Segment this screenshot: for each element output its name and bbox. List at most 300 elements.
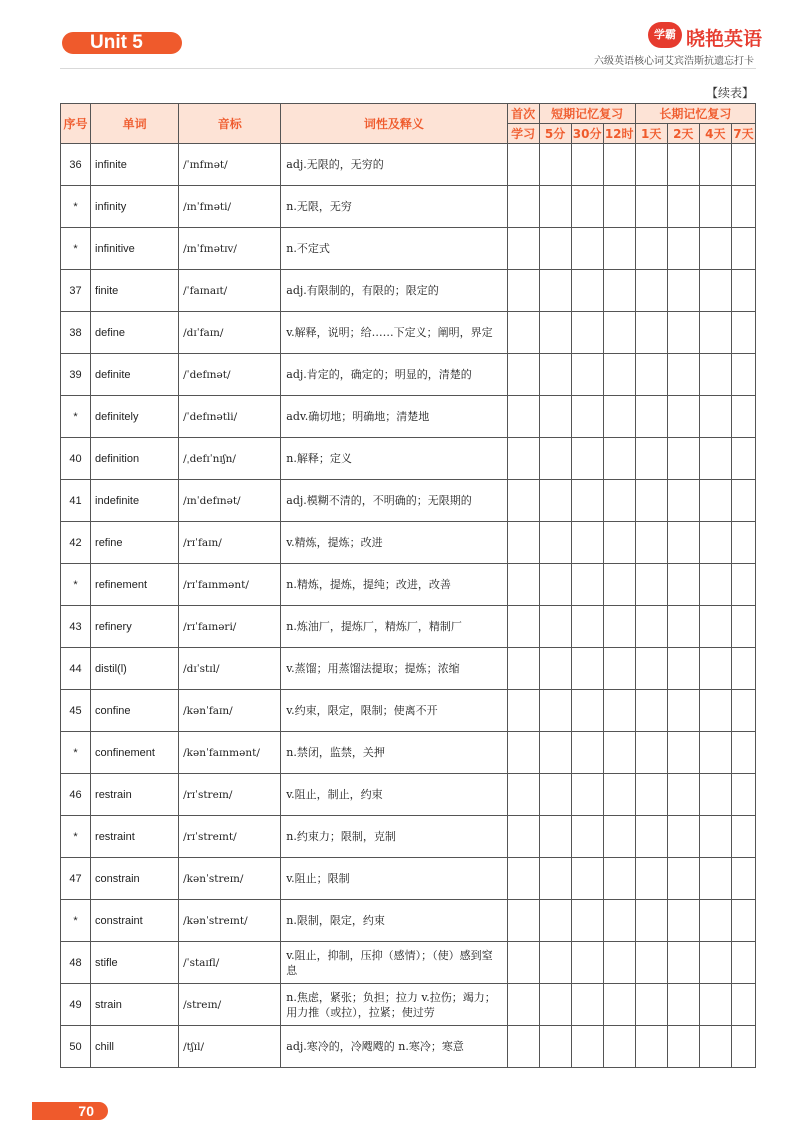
table-row	[61, 522, 756, 564]
review-checkbox-cell[interactable]	[667, 354, 699, 396]
header-interval: 7天	[731, 124, 755, 144]
row-number: 45	[61, 690, 91, 732]
review-checkbox-cell[interactable]	[699, 1026, 731, 1068]
review-checkbox-cell[interactable]	[507, 606, 539, 648]
table-row	[61, 648, 756, 690]
word-cell: refine	[91, 522, 179, 564]
row-number: 38	[61, 312, 91, 354]
row-number: *	[61, 186, 91, 228]
review-checkbox-cell[interactable]	[539, 438, 571, 480]
meaning-cell: v.阻止，制止，约束	[281, 774, 507, 816]
review-checkbox-cell[interactable]	[731, 984, 755, 1026]
phonetic-cell: /kənˈstreɪnt/	[179, 900, 281, 942]
meaning-cell: v.约束，限定，限制；使离不开	[281, 690, 507, 732]
page-number: 70	[32, 1102, 108, 1120]
header-interval: 12时	[603, 124, 635, 144]
phonetic-cell: /kənˈfaɪn/	[179, 690, 281, 732]
review-checkbox-cell[interactable]	[603, 480, 635, 522]
review-checkbox-cell[interactable]	[731, 354, 755, 396]
table-row	[61, 900, 756, 942]
review-checkbox-cell[interactable]	[731, 816, 755, 858]
review-checkbox-cell[interactable]	[539, 984, 571, 1026]
word-cell: distil(l)	[91, 648, 179, 690]
header-long-term: 长期记忆复习	[635, 104, 755, 124]
review-checkbox-cell[interactable]	[571, 816, 603, 858]
phonetic-cell: /dɪˈfaɪn/	[179, 312, 281, 354]
review-checkbox-cell[interactable]	[667, 312, 699, 354]
review-checkbox-cell[interactable]	[667, 774, 699, 816]
header-interval: 4天	[699, 124, 731, 144]
review-checkbox-cell[interactable]	[635, 984, 667, 1026]
table-row	[61, 228, 756, 270]
review-checkbox-cell[interactable]	[507, 816, 539, 858]
meaning-cell: adj.无限的，无穷的	[281, 144, 507, 186]
review-checkbox-cell[interactable]	[731, 648, 755, 690]
review-checkbox-cell[interactable]	[731, 774, 755, 816]
review-checkbox-cell[interactable]	[635, 186, 667, 228]
review-checkbox-cell[interactable]	[603, 942, 635, 984]
review-checkbox-cell[interactable]	[507, 438, 539, 480]
table-row	[61, 354, 756, 396]
review-checkbox-cell[interactable]	[507, 984, 539, 1026]
review-checkbox-cell[interactable]	[667, 606, 699, 648]
meaning-cell: adj.有限制的，有限的；限定的	[281, 270, 507, 312]
review-checkbox-cell[interactable]	[507, 144, 539, 186]
review-checkbox-cell[interactable]	[603, 144, 635, 186]
row-number: 39	[61, 354, 91, 396]
review-checkbox-cell[interactable]	[667, 900, 699, 942]
review-checkbox-cell[interactable]	[699, 270, 731, 312]
row-number: *	[61, 564, 91, 606]
meaning-cell: v.阻止，抑制，压抑（感情）；（使）感到窒息	[281, 942, 507, 984]
phonetic-cell: /ˈfaɪnaɪt/	[179, 270, 281, 312]
meaning-cell: n.炼油厂，提炼厂，精炼厂，精制厂	[281, 606, 507, 648]
review-checkbox-cell[interactable]	[699, 900, 731, 942]
header-first: 首次	[507, 104, 539, 124]
review-checkbox-cell[interactable]	[731, 564, 755, 606]
phonetic-cell: /ɪnˈdefɪnət/	[179, 480, 281, 522]
table-row	[61, 396, 756, 438]
table-row	[61, 690, 756, 732]
review-checkbox-cell[interactable]	[603, 648, 635, 690]
review-checkbox-cell[interactable]	[699, 984, 731, 1026]
review-checkbox-cell[interactable]	[699, 816, 731, 858]
review-checkbox-cell[interactable]	[571, 900, 603, 942]
review-checkbox-cell[interactable]	[539, 312, 571, 354]
meaning-cell: n.无限，无穷	[281, 186, 507, 228]
review-checkbox-cell[interactable]	[731, 396, 755, 438]
review-checkbox-cell[interactable]	[667, 228, 699, 270]
phonetic-cell: /rɪˈfaɪn/	[179, 522, 281, 564]
word-cell: definitely	[91, 396, 179, 438]
row-number: 49	[61, 984, 91, 1026]
review-checkbox-cell[interactable]	[731, 690, 755, 732]
review-checkbox-cell[interactable]	[667, 522, 699, 564]
row-number: *	[61, 732, 91, 774]
review-checkbox-cell[interactable]	[603, 858, 635, 900]
review-checkbox-cell[interactable]	[699, 648, 731, 690]
review-checkbox-cell[interactable]	[731, 1026, 755, 1068]
table-row	[61, 564, 756, 606]
word-cell: indefinite	[91, 480, 179, 522]
review-checkbox-cell[interactable]	[507, 354, 539, 396]
phonetic-cell: /ˌdefɪˈnɪʃn/	[179, 438, 281, 480]
review-checkbox-cell[interactable]	[507, 1026, 539, 1068]
meaning-cell: adj.肯定的，确定的；明显的，清楚的	[281, 354, 507, 396]
review-checkbox-cell[interactable]	[603, 312, 635, 354]
review-checkbox-cell[interactable]	[571, 690, 603, 732]
review-checkbox-cell[interactable]	[635, 648, 667, 690]
review-checkbox-cell[interactable]	[731, 522, 755, 564]
meaning-cell: adj.寒冷的，冷飕飕的 n.寒冷；寒意	[281, 1026, 507, 1068]
review-checkbox-cell[interactable]	[539, 900, 571, 942]
review-checkbox-cell[interactable]	[731, 732, 755, 774]
review-checkbox-cell[interactable]	[571, 270, 603, 312]
word-cell: infinity	[91, 186, 179, 228]
book-subtitle: 六级英语核心词艾宾浩斯抗遗忘打卡	[594, 56, 754, 67]
review-checkbox-cell[interactable]	[539, 270, 571, 312]
table-row	[61, 1026, 756, 1068]
review-checkbox-cell[interactable]	[667, 1026, 699, 1068]
review-checkbox-cell[interactable]	[603, 564, 635, 606]
review-checkbox-cell[interactable]	[507, 270, 539, 312]
review-checkbox-cell[interactable]	[539, 228, 571, 270]
review-checkbox-cell[interactable]	[635, 312, 667, 354]
row-number: 47	[61, 858, 91, 900]
review-checkbox-cell[interactable]	[667, 984, 699, 1026]
word-cell: constraint	[91, 900, 179, 942]
review-checkbox-cell[interactable]	[571, 942, 603, 984]
review-checkbox-cell[interactable]	[699, 144, 731, 186]
phonetic-cell: /rɪˈfaɪnmənt/	[179, 564, 281, 606]
phonetic-cell: /rɪˈstreɪn/	[179, 774, 281, 816]
review-checkbox-cell[interactable]	[571, 984, 603, 1026]
header-interval: 1天	[635, 124, 667, 144]
table-row	[61, 438, 756, 480]
review-checkbox-cell[interactable]	[603, 816, 635, 858]
review-checkbox-cell[interactable]	[571, 354, 603, 396]
table-row	[61, 144, 756, 186]
header-interval: 2天	[667, 124, 699, 144]
review-checkbox-cell[interactable]	[731, 858, 755, 900]
review-checkbox-cell[interactable]	[571, 564, 603, 606]
review-checkbox-cell[interactable]	[699, 396, 731, 438]
review-checkbox-cell[interactable]	[635, 270, 667, 312]
review-checkbox-cell[interactable]	[635, 690, 667, 732]
review-checkbox-cell[interactable]	[699, 312, 731, 354]
row-number: *	[61, 228, 91, 270]
header-first-sub: 学习	[507, 124, 539, 144]
row-number: 44	[61, 648, 91, 690]
word-cell: confinement	[91, 732, 179, 774]
review-checkbox-cell[interactable]	[667, 942, 699, 984]
review-checkbox-cell[interactable]	[539, 774, 571, 816]
review-checkbox-cell[interactable]	[731, 438, 755, 480]
table-row	[61, 480, 756, 522]
review-checkbox-cell[interactable]	[539, 480, 571, 522]
table-row	[61, 816, 756, 858]
meaning-cell: n.禁闭，监禁，关押	[281, 732, 507, 774]
review-checkbox-cell[interactable]	[507, 900, 539, 942]
review-checkbox-cell[interactable]	[507, 312, 539, 354]
review-checkbox-cell[interactable]	[571, 144, 603, 186]
review-checkbox-cell[interactable]	[635, 354, 667, 396]
review-checkbox-cell[interactable]	[667, 270, 699, 312]
phonetic-cell: /kənˈfaɪnmənt/	[179, 732, 281, 774]
review-checkbox-cell[interactable]	[539, 1026, 571, 1068]
header-num: 序号	[61, 104, 91, 144]
review-checkbox-cell[interactable]	[507, 564, 539, 606]
review-checkbox-cell[interactable]	[635, 942, 667, 984]
review-checkbox-cell[interactable]	[699, 774, 731, 816]
review-checkbox-cell[interactable]	[699, 522, 731, 564]
review-checkbox-cell[interactable]	[667, 144, 699, 186]
review-checkbox-cell[interactable]	[699, 690, 731, 732]
word-cell: finite	[91, 270, 179, 312]
word-cell: refinery	[91, 606, 179, 648]
review-checkbox-cell[interactable]	[571, 228, 603, 270]
review-checkbox-cell[interactable]	[667, 564, 699, 606]
review-checkbox-cell[interactable]	[571, 522, 603, 564]
review-checkbox-cell[interactable]	[571, 396, 603, 438]
review-checkbox-cell[interactable]	[635, 396, 667, 438]
header-meaning: 词性及释义	[281, 104, 507, 144]
review-checkbox-cell[interactable]	[507, 942, 539, 984]
review-checkbox-cell[interactable]	[699, 942, 731, 984]
header-interval: 30分	[571, 124, 603, 144]
review-checkbox-cell[interactable]	[539, 606, 571, 648]
row-number: 36	[61, 144, 91, 186]
review-checkbox-cell[interactable]	[571, 312, 603, 354]
review-checkbox-cell[interactable]	[603, 606, 635, 648]
review-checkbox-cell[interactable]	[539, 942, 571, 984]
review-checkbox-cell[interactable]	[571, 648, 603, 690]
review-checkbox-cell[interactable]	[603, 396, 635, 438]
review-checkbox-cell[interactable]	[731, 186, 755, 228]
meaning-cell: n.约束力；限制，克制	[281, 816, 507, 858]
review-checkbox-cell[interactable]	[603, 900, 635, 942]
review-checkbox-cell[interactable]	[603, 522, 635, 564]
review-checkbox-cell[interactable]	[571, 774, 603, 816]
word-cell: define	[91, 312, 179, 354]
review-checkbox-cell[interactable]	[699, 186, 731, 228]
review-checkbox-cell[interactable]	[699, 480, 731, 522]
word-cell: infinite	[91, 144, 179, 186]
review-checkbox-cell[interactable]	[731, 270, 755, 312]
phonetic-cell: /streɪn/	[179, 984, 281, 1026]
review-checkbox-cell[interactable]	[507, 228, 539, 270]
row-number: 46	[61, 774, 91, 816]
table-row	[61, 942, 756, 984]
review-checkbox-cell[interactable]	[539, 354, 571, 396]
header-divider	[60, 68, 756, 69]
meaning-cell: v.解释，说明；给……下定义；阐明，界定	[281, 312, 507, 354]
phonetic-cell: /rɪˈstreɪnt/	[179, 816, 281, 858]
review-checkbox-cell[interactable]	[539, 144, 571, 186]
phonetic-cell: /ˈdefɪnət/	[179, 354, 281, 396]
review-checkbox-cell[interactable]	[571, 438, 603, 480]
meaning-cell: n.限制，限定，约束	[281, 900, 507, 942]
review-checkbox-cell[interactable]	[603, 438, 635, 480]
word-cell: restrain	[91, 774, 179, 816]
review-checkbox-cell[interactable]	[603, 774, 635, 816]
review-checkbox-cell[interactable]	[731, 228, 755, 270]
review-checkbox-cell[interactable]	[635, 606, 667, 648]
row-number: 43	[61, 606, 91, 648]
table-row	[61, 774, 756, 816]
phonetic-cell: /tʃɪl/	[179, 1026, 281, 1068]
word-cell: constrain	[91, 858, 179, 900]
row-number: 48	[61, 942, 91, 984]
review-checkbox-cell[interactable]	[539, 732, 571, 774]
review-checkbox-cell[interactable]	[699, 858, 731, 900]
review-checkbox-cell[interactable]	[635, 816, 667, 858]
review-checkbox-cell[interactable]	[667, 438, 699, 480]
review-checkbox-cell[interactable]	[699, 354, 731, 396]
table-row	[61, 984, 756, 1026]
row-number: 42	[61, 522, 91, 564]
review-checkbox-cell[interactable]	[731, 942, 755, 984]
review-checkbox-cell[interactable]	[603, 1026, 635, 1068]
review-checkbox-cell[interactable]	[539, 816, 571, 858]
review-checkbox-cell[interactable]	[539, 186, 571, 228]
review-checkbox-cell[interactable]	[667, 858, 699, 900]
word-cell: confine	[91, 690, 179, 732]
review-checkbox-cell[interactable]	[571, 186, 603, 228]
review-checkbox-cell[interactable]	[635, 900, 667, 942]
row-number: 37	[61, 270, 91, 312]
review-checkbox-cell[interactable]	[539, 564, 571, 606]
row-number: 40	[61, 438, 91, 480]
table-row	[61, 858, 756, 900]
meaning-cell: n.焦虑，紧张；负担；拉力 v.拉伤；竭力；用力推（或拉），拉紧；使过劳	[281, 984, 507, 1026]
review-checkbox-cell[interactable]	[635, 564, 667, 606]
continued-label: 【续表】	[705, 86, 754, 100]
review-checkbox-cell[interactable]	[539, 522, 571, 564]
phonetic-cell: /rɪˈfaɪnəri/	[179, 606, 281, 648]
review-checkbox-cell[interactable]	[603, 984, 635, 1026]
review-checkbox-cell[interactable]	[731, 480, 755, 522]
review-checkbox-cell[interactable]	[571, 858, 603, 900]
vocabulary-table	[60, 103, 756, 1068]
review-checkbox-cell[interactable]	[571, 480, 603, 522]
meaning-cell: n.不定式	[281, 228, 507, 270]
row-number: 50	[61, 1026, 91, 1068]
brand-logo: 学霸	[648, 22, 682, 48]
review-checkbox-cell[interactable]	[571, 606, 603, 648]
phonetic-cell: /ˈɪnfɪnət/	[179, 144, 281, 186]
row-number: *	[61, 816, 91, 858]
review-checkbox-cell[interactable]	[699, 438, 731, 480]
table-row	[61, 732, 756, 774]
review-checkbox-cell[interactable]	[635, 480, 667, 522]
review-checkbox-cell[interactable]	[507, 732, 539, 774]
word-cell: strain	[91, 984, 179, 1026]
review-checkbox-cell[interactable]	[731, 900, 755, 942]
phonetic-cell: /ˈdefɪnətli/	[179, 396, 281, 438]
table-row	[61, 186, 756, 228]
review-checkbox-cell[interactable]	[603, 732, 635, 774]
review-checkbox-cell[interactable]	[507, 858, 539, 900]
review-checkbox-cell[interactable]	[699, 564, 731, 606]
review-checkbox-cell[interactable]	[635, 1026, 667, 1068]
review-checkbox-cell[interactable]	[635, 228, 667, 270]
review-checkbox-cell[interactable]	[507, 480, 539, 522]
unit-badge: Unit 5	[62, 32, 182, 54]
header-word: 单词	[91, 104, 179, 144]
review-checkbox-cell[interactable]	[699, 606, 731, 648]
meaning-cell: n.精炼，提炼，提纯；改进，改善	[281, 564, 507, 606]
review-checkbox-cell[interactable]	[507, 186, 539, 228]
review-checkbox-cell[interactable]	[539, 858, 571, 900]
review-checkbox-cell[interactable]	[635, 438, 667, 480]
review-checkbox-cell[interactable]	[667, 732, 699, 774]
table-row	[61, 270, 756, 312]
review-checkbox-cell[interactable]	[507, 648, 539, 690]
word-cell: infinitive	[91, 228, 179, 270]
review-checkbox-cell[interactable]	[603, 354, 635, 396]
review-checkbox-cell[interactable]	[603, 186, 635, 228]
header-short-term: 短期记忆复习	[539, 104, 635, 124]
review-checkbox-cell[interactable]	[667, 396, 699, 438]
table-row	[61, 312, 756, 354]
review-checkbox-cell[interactable]	[603, 228, 635, 270]
review-checkbox-cell[interactable]	[699, 228, 731, 270]
phonetic-cell: /ˈstaɪfl/	[179, 942, 281, 984]
review-checkbox-cell[interactable]	[635, 732, 667, 774]
review-checkbox-cell[interactable]	[731, 144, 755, 186]
review-checkbox-cell[interactable]	[635, 774, 667, 816]
review-checkbox-cell[interactable]	[539, 396, 571, 438]
phonetic-cell: /ɪnˈfɪnətɪv/	[179, 228, 281, 270]
review-checkbox-cell[interactable]	[603, 690, 635, 732]
review-checkbox-cell[interactable]	[507, 774, 539, 816]
meaning-cell: v.阻止；限制	[281, 858, 507, 900]
review-checkbox-cell[interactable]	[667, 186, 699, 228]
review-checkbox-cell[interactable]	[571, 732, 603, 774]
review-checkbox-cell[interactable]	[667, 816, 699, 858]
review-checkbox-cell[interactable]	[603, 270, 635, 312]
word-cell: stifle	[91, 942, 179, 984]
row-number: *	[61, 396, 91, 438]
review-checkbox-cell[interactable]	[635, 522, 667, 564]
review-checkbox-cell[interactable]	[507, 522, 539, 564]
meaning-cell: v.蒸馏；用蒸馏法提取；提炼；浓缩	[281, 648, 507, 690]
meaning-cell: adj.模糊不清的，不明确的；无限期的	[281, 480, 507, 522]
row-number: 41	[61, 480, 91, 522]
review-checkbox-cell[interactable]	[539, 690, 571, 732]
word-cell: definition	[91, 438, 179, 480]
phonetic-cell: /kənˈstreɪn/	[179, 858, 281, 900]
review-checkbox-cell[interactable]	[635, 858, 667, 900]
review-checkbox-cell[interactable]	[635, 144, 667, 186]
meaning-cell: n.解释；定义	[281, 438, 507, 480]
header-interval: 5分	[539, 124, 571, 144]
review-checkbox-cell[interactable]	[667, 480, 699, 522]
review-checkbox-cell[interactable]	[667, 648, 699, 690]
review-checkbox-cell[interactable]	[507, 396, 539, 438]
table-row	[61, 606, 756, 648]
row-number: *	[61, 900, 91, 942]
review-checkbox-cell[interactable]	[699, 732, 731, 774]
review-checkbox-cell[interactable]	[731, 606, 755, 648]
review-checkbox-cell[interactable]	[571, 1026, 603, 1068]
review-checkbox-cell[interactable]	[667, 690, 699, 732]
review-checkbox-cell[interactable]	[539, 648, 571, 690]
word-cell: restraint	[91, 816, 179, 858]
review-checkbox-cell[interactable]	[731, 312, 755, 354]
review-checkbox-cell[interactable]	[507, 690, 539, 732]
